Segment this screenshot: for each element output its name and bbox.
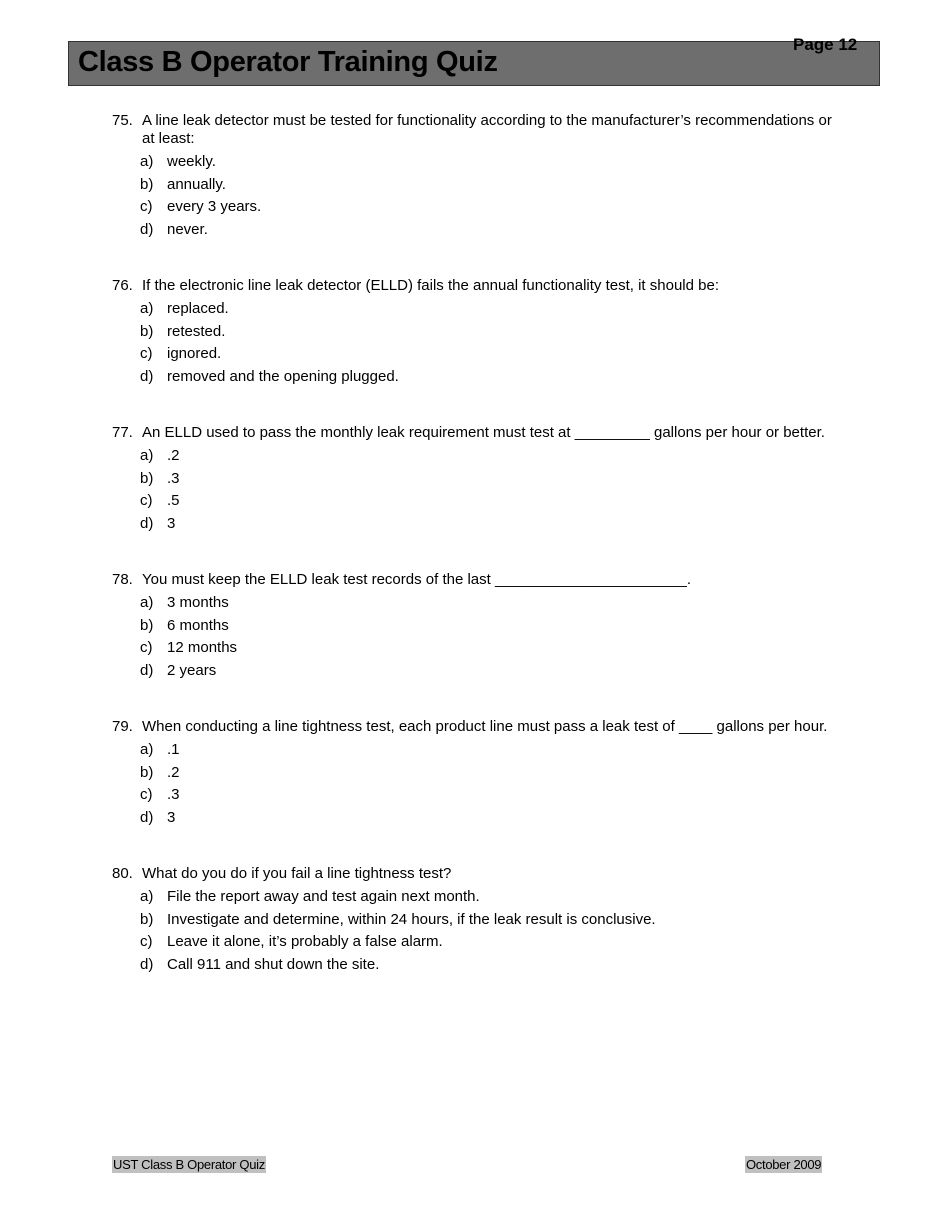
answer-option — [112, 909, 832, 932]
question-number: 80. — [112, 865, 133, 882]
question-75 — [112, 112, 832, 241]
question-78 — [112, 571, 832, 682]
question-76 — [112, 277, 832, 388]
answer-options — [112, 445, 832, 535]
option-letter: c) — [140, 639, 153, 656]
question-number: 78. — [112, 571, 133, 588]
option-letter: b) — [140, 910, 154, 928]
question-list — [112, 112, 832, 1012]
question-text: If the electronic line leak detector (ELLD) fails the annual functionality test, it should be: — [142, 277, 719, 294]
option-text: weekly. — [167, 153, 216, 170]
option-text: every 3 years. — [167, 198, 262, 215]
option-letter: b) — [140, 469, 154, 487]
answer-option — [112, 807, 832, 830]
answer-option — [112, 931, 832, 954]
option-letter: d) — [140, 367, 154, 385]
option-text: .3 — [167, 469, 180, 487]
answer-option — [112, 196, 832, 219]
option-text: never. — [167, 220, 208, 238]
option-text: Investigate and determine, within 24 hours, if the leak result is conclusive. — [167, 910, 656, 928]
question-number: 75. — [112, 112, 133, 129]
answer-options — [112, 886, 832, 976]
option-letter: b) — [140, 616, 154, 634]
answer-option — [112, 637, 832, 660]
question-number: 76. — [112, 277, 133, 294]
question-text: When conducting a line tightness test, each product line must pass a leak test of ____ gallons per hour. — [142, 718, 828, 735]
option-text: .5 — [167, 492, 180, 509]
option-letter: d) — [140, 514, 154, 532]
question-79 — [112, 718, 832, 829]
option-text: 3 months — [167, 594, 229, 611]
option-letter: b) — [140, 322, 154, 340]
page-number: Page 12 — [793, 35, 858, 54]
option-letter: a) — [140, 153, 154, 170]
option-letter: c) — [140, 786, 153, 803]
answer-option — [112, 513, 832, 536]
answer-options — [112, 298, 832, 388]
question-80 — [112, 865, 832, 976]
option-letter: a) — [140, 888, 154, 905]
option-text: Leave it alone, it’s probably a false alarm. — [167, 933, 443, 950]
option-text: .2 — [167, 763, 180, 781]
footer-date: October 2009 — [746, 1157, 822, 1172]
footer-document-title: UST Class B Operator Quiz — [113, 1157, 265, 1172]
answer-option — [112, 784, 832, 807]
question-text: A line leak detector must be tested for functionality according to the manufacturer’s recommendations or at least: — [142, 112, 832, 147]
option-letter: a) — [140, 447, 154, 464]
option-text: .1 — [167, 741, 180, 758]
option-text: .2 — [167, 447, 180, 464]
option-letter: d) — [140, 661, 154, 679]
option-text: 3 — [167, 514, 176, 532]
option-text: 6 months — [167, 616, 229, 634]
answer-option — [112, 762, 832, 785]
option-text: .3 — [167, 786, 180, 803]
option-text: 12 months — [167, 639, 238, 656]
question-text: What do you do if you fail a line tightness test? — [142, 865, 452, 882]
answer-option — [112, 660, 832, 683]
question-number: 79. — [112, 718, 133, 735]
answer-option — [112, 174, 832, 197]
option-text: retested. — [167, 322, 226, 340]
answer-option — [112, 321, 832, 344]
answer-option — [112, 592, 832, 615]
option-text: 2 years — [167, 661, 217, 679]
answer-option — [112, 219, 832, 242]
question-77 — [112, 424, 832, 535]
answer-option — [112, 615, 832, 638]
option-letter: d) — [140, 220, 154, 238]
answer-options — [112, 592, 832, 682]
option-letter: d) — [140, 808, 154, 826]
answer-options — [112, 151, 832, 241]
option-text: 3 — [167, 808, 176, 826]
question-text: An ELLD used to pass the monthly leak requirement must test at _________ gallons per hour or better. — [142, 424, 825, 441]
answer-option — [112, 954, 832, 977]
page-title: Class B Operator Training Quiz — [78, 46, 498, 78]
answer-option — [112, 739, 832, 762]
option-text: removed and the opening plugged. — [167, 367, 399, 385]
header-bar — [68, 41, 880, 86]
answer-option — [112, 151, 832, 174]
option-letter: a) — [140, 741, 154, 758]
question-text: You must keep the ELLD leak test records of the last _______________________. — [142, 571, 692, 588]
answer-option — [112, 445, 832, 468]
answer-option — [112, 468, 832, 491]
option-text: replaced. — [167, 300, 229, 317]
option-letter: a) — [140, 594, 154, 611]
answer-options — [112, 739, 832, 829]
option-letter: b) — [140, 175, 154, 193]
answer-option — [112, 366, 832, 389]
option-text: File the report away and test again next month. — [167, 888, 480, 905]
option-letter: c) — [140, 933, 153, 950]
option-letter: c) — [140, 198, 153, 215]
answer-option — [112, 343, 832, 366]
option-text: annually. — [167, 175, 226, 193]
option-text: ignored. — [167, 345, 222, 362]
question-number: 77. — [112, 424, 133, 441]
option-letter: a) — [140, 300, 154, 317]
option-letter: b) — [140, 763, 154, 781]
option-letter: c) — [140, 492, 153, 509]
answer-option — [112, 490, 832, 513]
answer-option — [112, 298, 832, 321]
option-text: Call 911 and shut down the site. — [167, 955, 380, 973]
answer-option — [112, 886, 832, 909]
option-letter: d) — [140, 955, 154, 973]
option-letter: c) — [140, 345, 153, 362]
